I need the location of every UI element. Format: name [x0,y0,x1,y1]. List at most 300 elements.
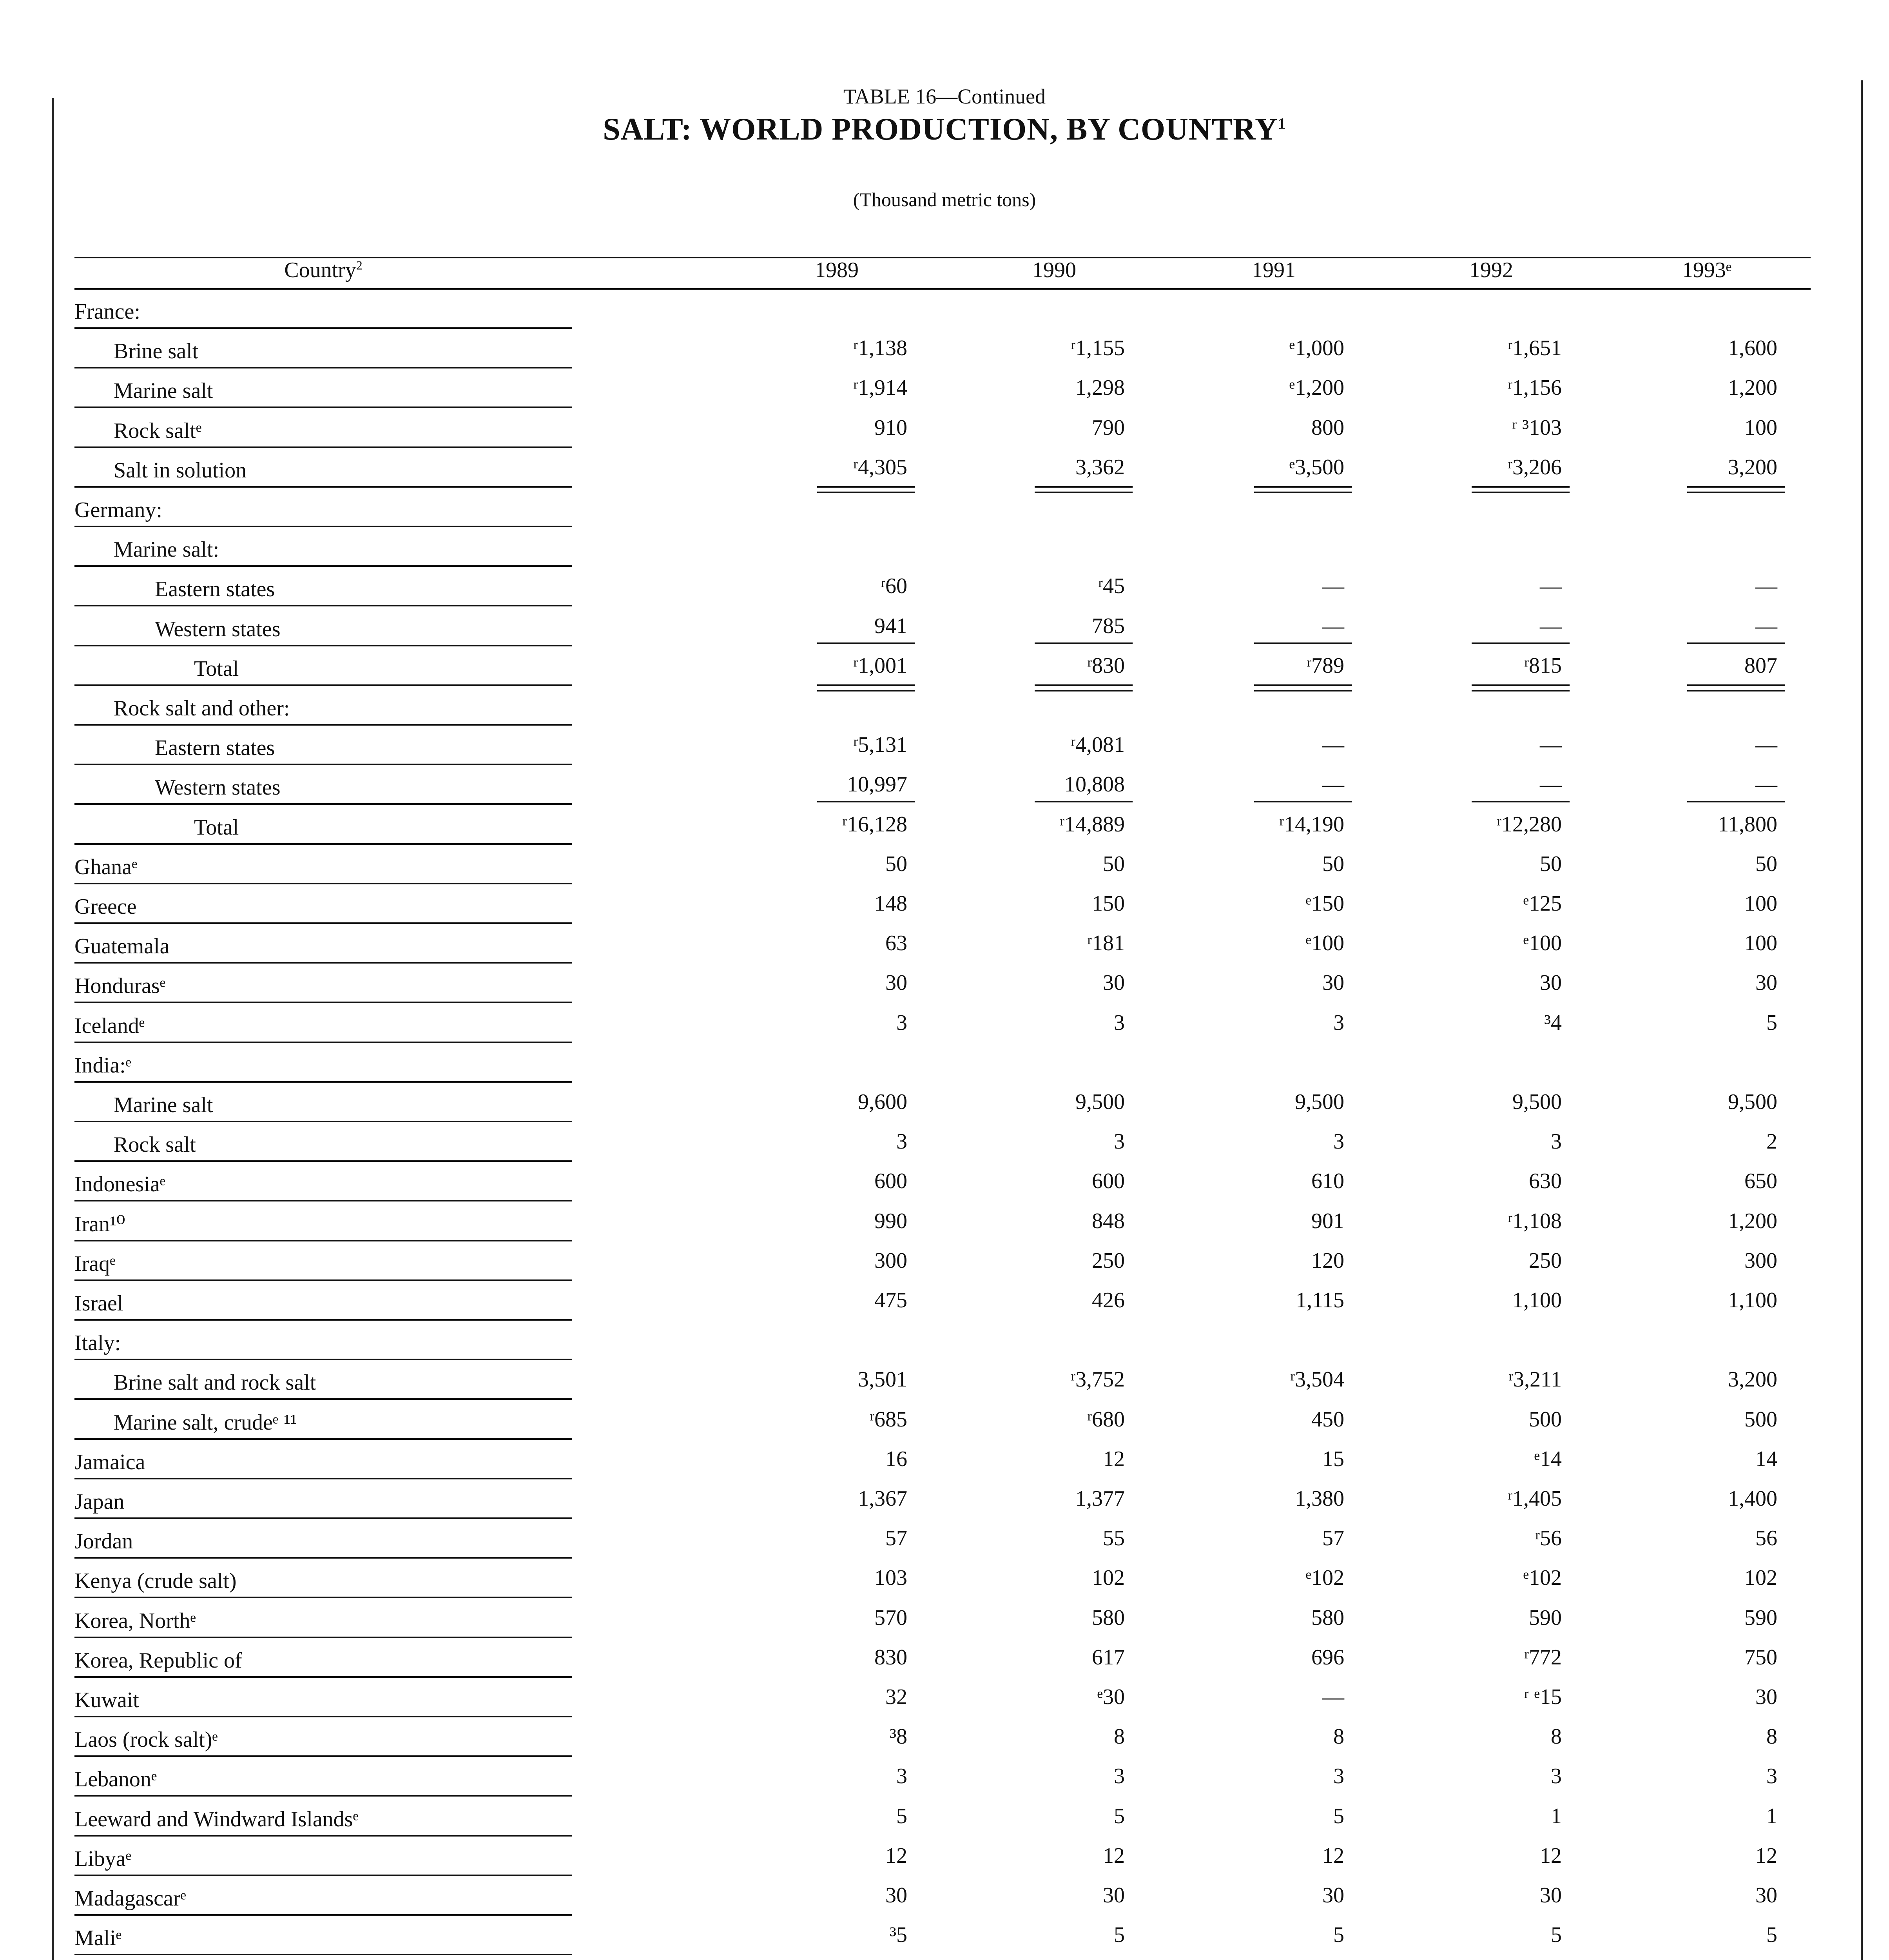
table-cell: 941 [874,613,907,638]
row-label-rule [74,526,572,527]
table-cell: 650 [1744,1169,1777,1194]
table-row [74,845,1811,884]
row-label: France: [74,299,140,324]
table-cell: 12 [885,1843,907,1868]
table-cell: — [1540,613,1562,638]
table-cell: 12 [1103,1446,1125,1471]
table-cell: 610 [1311,1169,1344,1194]
row-label: Korea, Northᵉ [74,1608,196,1633]
table-cell: 617 [1092,1645,1125,1670]
table-cell: — [1540,733,1562,757]
table-row [74,1480,1811,1519]
table-cell: 9,500 [1728,1090,1777,1114]
table-cell: 1,298 [1075,376,1125,400]
table-cell: 600 [1092,1169,1125,1194]
table-cell: 50 [1322,851,1344,876]
table-cell: 5 [1114,1804,1125,1828]
table-cell: ʳ1,001 [853,653,907,678]
row-label: Rock saltᵉ [114,418,202,443]
row-label-rule [74,1319,572,1321]
table-row [74,1361,1811,1400]
sum-rule [1687,642,1785,644]
row-label: Jamaica [74,1450,145,1474]
table-cell: 3,200 [1728,1367,1777,1392]
table-cell: 148 [874,891,907,916]
row-label: Germany: [74,498,162,522]
table-row [74,488,1811,527]
table-cell: 56 [1755,1526,1777,1551]
row-label: Icelandᵉ [74,1013,145,1038]
table-row [74,1559,1811,1598]
table-row [74,409,1811,448]
table-row [74,924,1811,964]
row-label-rule [74,1002,572,1003]
table-cell: 10,808 [1064,772,1125,797]
sum-rule [1687,801,1785,802]
table-title [0,112,1889,147]
row-label-rule [74,1398,572,1400]
table-cell: 3 [896,1764,907,1789]
table-row [74,647,1811,686]
table-cell: 11,800 [1718,812,1777,837]
table-cell: ʳ1,914 [853,376,907,400]
table-cell: 790 [1092,415,1125,440]
table-cell: — [1322,1685,1344,1709]
header-year: 1992 [1469,258,1513,282]
table-cell: ʳ12,280 [1496,812,1562,837]
table-row [74,528,1811,567]
table-cell: 12 [1540,1843,1562,1868]
row-label-rule [74,883,572,884]
header-country-footnote: 2 [356,258,363,272]
table-cell: 5 [1551,1923,1562,1947]
table-row [74,1519,1811,1559]
table-row [74,1401,1811,1440]
table-cell: 1,200 [1728,376,1777,400]
table-row [74,1202,1811,1241]
table-cell: 5 [1333,1923,1344,1947]
table-cell: 1,380 [1295,1486,1344,1511]
table-cell: — [1322,733,1344,757]
table-cell: 100 [1744,415,1777,440]
table-row [74,1162,1811,1201]
table-cell: 580 [1311,1605,1344,1630]
table-cell: ʳ56 [1535,1526,1562,1551]
table-cell: 696 [1311,1645,1344,1670]
table-cell: 8 [1766,1724,1777,1749]
table-cell: — [1540,772,1562,797]
table-cell: ᵉ3,500 [1289,455,1344,479]
row-label-rule [74,327,572,329]
table-cell: ᵉ102 [1523,1566,1562,1590]
table-cell: ʳ60 [880,574,907,599]
table-cell: 9,600 [858,1090,907,1114]
table-cell: ʳ1,138 [853,336,907,361]
row-label: Greece [74,895,137,919]
table-cell: 3 [1766,1764,1777,1789]
table-cell: ᵉ125 [1523,891,1562,916]
sum-rule [1254,801,1352,802]
table-cell: 1,115 [1296,1288,1344,1312]
row-label-rule [74,962,572,964]
table-cell: ᵉ1,000 [1289,336,1344,361]
table-cell: — [1755,733,1777,757]
row-label-rule [74,446,572,448]
table-row [74,1599,1811,1638]
table-cell: 3,362 [1075,455,1125,479]
table-cell: 785 [1092,613,1125,638]
table-cell: 1,200 [1728,1209,1777,1233]
sum-rule [1035,801,1133,802]
row-label-rule [74,486,572,488]
table-cell: 910 [874,415,907,440]
table-cell: 1,400 [1728,1486,1777,1511]
table-cell: 5 [1766,1010,1777,1035]
table-cell: 5 [896,1804,907,1828]
row-label-rule [74,1557,572,1559]
table-cell: 590 [1529,1605,1562,1630]
row-label: Kenya (crude salt) [74,1569,237,1593]
sum-rule [817,801,915,802]
table-cell: 1,100 [1728,1288,1777,1312]
row-label: Eastern states [155,577,275,602]
table-row [74,1837,1811,1876]
row-label-rule [74,724,572,726]
table-cell: ʳ3,206 [1507,455,1562,479]
table-cell: 102 [1092,1566,1125,1590]
table-cell: 10,997 [847,772,907,797]
row-label-rule [74,1042,572,1043]
table-cell: ʳ815 [1524,653,1562,678]
table-cell: 5 [1766,1923,1777,1947]
table-cell: 590 [1744,1605,1777,1630]
table-cell: ᵉ100 [1523,931,1562,956]
row-label-rule [74,1438,572,1440]
table-cell: 150 [1092,891,1125,916]
sum-rule [817,642,915,644]
row-label-rule [74,922,572,924]
table-row [74,1004,1811,1043]
table-cell: 8 [1114,1724,1125,1749]
table-row [74,448,1811,488]
row-label-rule [74,1517,572,1519]
row-label-rule [74,1914,572,1916]
table-cell: 50 [1540,851,1562,876]
row-label-rule [74,1755,572,1757]
table-cell: 50 [885,851,907,876]
table-cell: 9,500 [1295,1090,1344,1114]
table-cell: ʳ4,081 [1070,733,1125,757]
table-cell: ʳ ³103 [1512,415,1562,440]
row-label-rule [74,1160,572,1162]
row-label-rule [74,1359,572,1360]
table-cell: 14 [1755,1446,1777,1471]
table-cell: 30 [1103,1883,1125,1907]
row-label-rule [74,1716,572,1717]
sum-rule [1472,801,1570,802]
table-row [74,1321,1811,1360]
table-cell: 15 [1322,1446,1344,1471]
sum-rule [1035,642,1133,644]
table-row [74,885,1811,924]
row-label: Hondurasᵉ [74,974,166,998]
table-row [74,1083,1811,1122]
table-cell: ᵉ14 [1534,1446,1562,1471]
row-label: Salt in solution [114,458,247,483]
table-cell: ʳ14,190 [1279,812,1344,837]
table-cell: — [1322,613,1344,638]
table-row [74,1639,1811,1678]
table-units: (Thousand metric tons) [853,189,1036,211]
table-row [74,766,1811,805]
table-cell: ᵉ100 [1305,931,1344,956]
table-cell: ʳ4,305 [853,455,907,479]
table-cell: — [1540,574,1562,599]
table-cell: 250 [1092,1248,1125,1273]
table-cell: ³5 [890,1923,907,1947]
table-cell: 63 [885,931,907,956]
table-cell: ʳ ᵉ15 [1524,1685,1562,1709]
row-label: India:ᵉ [74,1053,131,1078]
row-label: Rock salt [114,1132,196,1157]
table-cell: 30 [1755,1685,1777,1709]
table-row [74,607,1811,646]
table-cell: 30 [1322,1883,1344,1907]
table-cell: 580 [1092,1605,1125,1630]
table-cell: ʳ5,131 [853,733,907,757]
table-cell: 16 [885,1446,907,1471]
right-margin-rule [1861,80,1863,1960]
table-cell: 50 [1103,851,1125,876]
table-cell: ʳ1,651 [1507,336,1562,361]
row-label: Total [194,656,239,681]
header-year: 1993ᵉ [1682,258,1732,282]
table-cell: 102 [1744,1566,1777,1590]
table-row [74,1956,1811,1960]
table-cell: 848 [1092,1209,1125,1233]
row-label-rule [74,1279,572,1281]
table-cell: 30 [1540,971,1562,995]
table-cell: ʳ16,128 [842,812,907,837]
table-number: TABLE 16—Continued [843,85,1046,108]
table-cell: 30 [1322,971,1344,995]
row-label-rule [74,1637,572,1638]
row-label-rule [74,1478,572,1479]
table-cell: 3 [1333,1764,1344,1789]
table-cell: ʳ14,889 [1059,812,1125,837]
row-label-rule [74,684,572,686]
table-cell: ʳ680 [1087,1407,1125,1432]
table-row [74,726,1811,765]
table-row [74,1678,1811,1717]
table-row [74,1123,1811,1162]
table-cell: 1,100 [1512,1288,1562,1312]
sum-rule [1254,642,1352,644]
table-row [74,329,1811,368]
header-year: 1989 [815,258,859,282]
row-label-rule [74,367,572,368]
left-margin-rule [52,98,54,1960]
row-label: Iran¹⁰ [74,1212,125,1236]
row-label: Leeward and Windward Islandsᵉ [74,1807,359,1831]
table-cell: ʳ1,156 [1507,376,1562,400]
table-cell: 3 [896,1010,907,1035]
table-row [74,290,1811,329]
table-row [74,369,1811,408]
row-label: Iraqᵉ [74,1251,116,1276]
table-cell: 800 [1311,415,1344,440]
table-cell: 1 [1766,1804,1777,1828]
table-cell: ³4 [1544,1010,1562,1035]
table-cell: 500 [1529,1407,1562,1432]
row-label: Rock salt and other: [114,696,290,720]
header-year: 1990 [1032,258,1076,282]
table-cell: 57 [885,1526,907,1551]
table-row [74,1877,1811,1916]
row-label-rule [74,407,572,408]
table-cell: 901 [1311,1209,1344,1233]
table-cell: ʳ789 [1306,653,1344,678]
table-cell: — [1755,772,1777,797]
table-cell: 30 [1755,971,1777,995]
table-cell: 3 [1114,1129,1125,1154]
table-cell: ᵉ150 [1305,891,1344,916]
table-cell: 9,500 [1512,1090,1562,1114]
table-cell: ʳ1,405 [1507,1486,1562,1511]
table-cell: ʳ772 [1524,1645,1562,1670]
row-label: Marine salt, crudeᵉ ¹¹ [114,1410,297,1435]
table-cell: — [1322,574,1344,599]
table-cell: 3 [1551,1129,1562,1154]
table-cell: 32 [885,1685,907,1709]
row-label: Brine salt and rock salt [114,1370,316,1395]
table-cell: ʳ685 [869,1407,907,1432]
row-label: Libyaᵉ [74,1846,131,1871]
row-label: Lebanonᵉ [74,1767,157,1792]
table-cell: 990 [874,1209,907,1233]
row-label-rule [74,1795,572,1797]
row-label-rule [74,764,572,765]
table-row [74,1440,1811,1479]
table-cell: 300 [1744,1248,1777,1273]
table-cell: ʳ3,211 [1508,1367,1562,1392]
table-cell: 3 [1114,1010,1125,1035]
table-row [74,1242,1811,1281]
table-row [74,1797,1811,1837]
table-cell: 570 [874,1605,907,1630]
table-cell: 830 [874,1645,907,1670]
table-cell: ʳ181 [1087,931,1125,956]
row-label: Eastern states [155,736,275,760]
table-cell: 450 [1311,1407,1344,1432]
table-cell: — [1322,772,1344,797]
row-label-rule [74,1676,572,1678]
table-cell: 500 [1744,1407,1777,1432]
table-cell: — [1755,574,1777,599]
table-cell: 55 [1103,1526,1125,1551]
table-cell: 1 [1551,1804,1562,1828]
table-cell: 30 [885,1883,907,1907]
table-row [74,1281,1811,1321]
table-row [74,1718,1811,1757]
table-cell: 3 [1333,1129,1344,1154]
table-cell: 475 [874,1288,907,1312]
table-cell: 9,500 [1075,1090,1125,1114]
row-label-rule [74,645,572,646]
table-cell: — [1755,613,1777,638]
table-cell: 630 [1529,1169,1562,1194]
table-cell: 1,600 [1728,336,1777,361]
table-cell: 5 [1333,1804,1344,1828]
header-row [74,258,1811,286]
table-cell: 120 [1311,1248,1344,1273]
table-cell: ʳ1,155 [1070,336,1125,361]
table-title-footnote: 1 [1278,114,1286,132]
table-cell: 3 [1333,1010,1344,1035]
table-cell: 103 [874,1566,907,1590]
table-cell: 3 [896,1129,907,1154]
table-cell: 1,377 [1075,1486,1125,1511]
table-cell: 600 [874,1169,907,1194]
row-label-rule [74,565,572,567]
row-label-rule [74,843,572,845]
row-label-rule [74,1121,572,1122]
row-label-rule [74,1835,572,1837]
row-label: Guatemala [74,934,170,959]
table-cell: 100 [1744,891,1777,916]
row-label: Brine salt [114,339,199,364]
row-label-rule [74,1240,572,1241]
row-label: Marine salt: [114,537,219,562]
row-label: Jordan [74,1529,133,1554]
table-cell: 12 [1103,1843,1125,1868]
sum-rule [1472,642,1570,644]
row-label: Israel [74,1291,123,1316]
row-label-rule [74,605,572,606]
table-cell: 807 [1744,653,1777,678]
row-label: Maliᵉ [74,1926,122,1951]
table-row [74,1044,1811,1083]
table-row [74,1916,1811,1955]
table-cell: 8 [1333,1724,1344,1749]
table-row [74,686,1811,726]
row-label: Marine salt [114,379,213,403]
table-cell: ʳ3,504 [1290,1367,1344,1392]
table-cell: ʳ3,752 [1070,1367,1125,1392]
table-cell: 30 [1103,971,1125,995]
row-label: Kuwait [74,1688,139,1712]
row-label-rule [74,1200,572,1201]
row-label: Total [194,815,239,840]
row-label-rule [74,803,572,805]
table-cell: ³8 [890,1724,907,1749]
table-cell: 300 [874,1248,907,1273]
table-cell: 57 [1322,1526,1344,1551]
table-cell: 50 [1755,851,1777,876]
row-label: Italy: [74,1331,121,1356]
row-label-rule [74,1875,572,1876]
table-cell: 30 [1755,1883,1777,1907]
table-row [74,567,1811,606]
row-label: Japan [74,1490,125,1514]
table-cell: 30 [885,971,907,995]
table-cell: ʳ830 [1087,653,1125,678]
table-cell: 2 [1766,1129,1777,1154]
table-cell: ᵉ30 [1097,1685,1125,1709]
table-cell: 12 [1755,1843,1777,1868]
row-label: Madagascarᵉ [74,1886,186,1911]
table-cell: ʳ45 [1098,574,1125,599]
